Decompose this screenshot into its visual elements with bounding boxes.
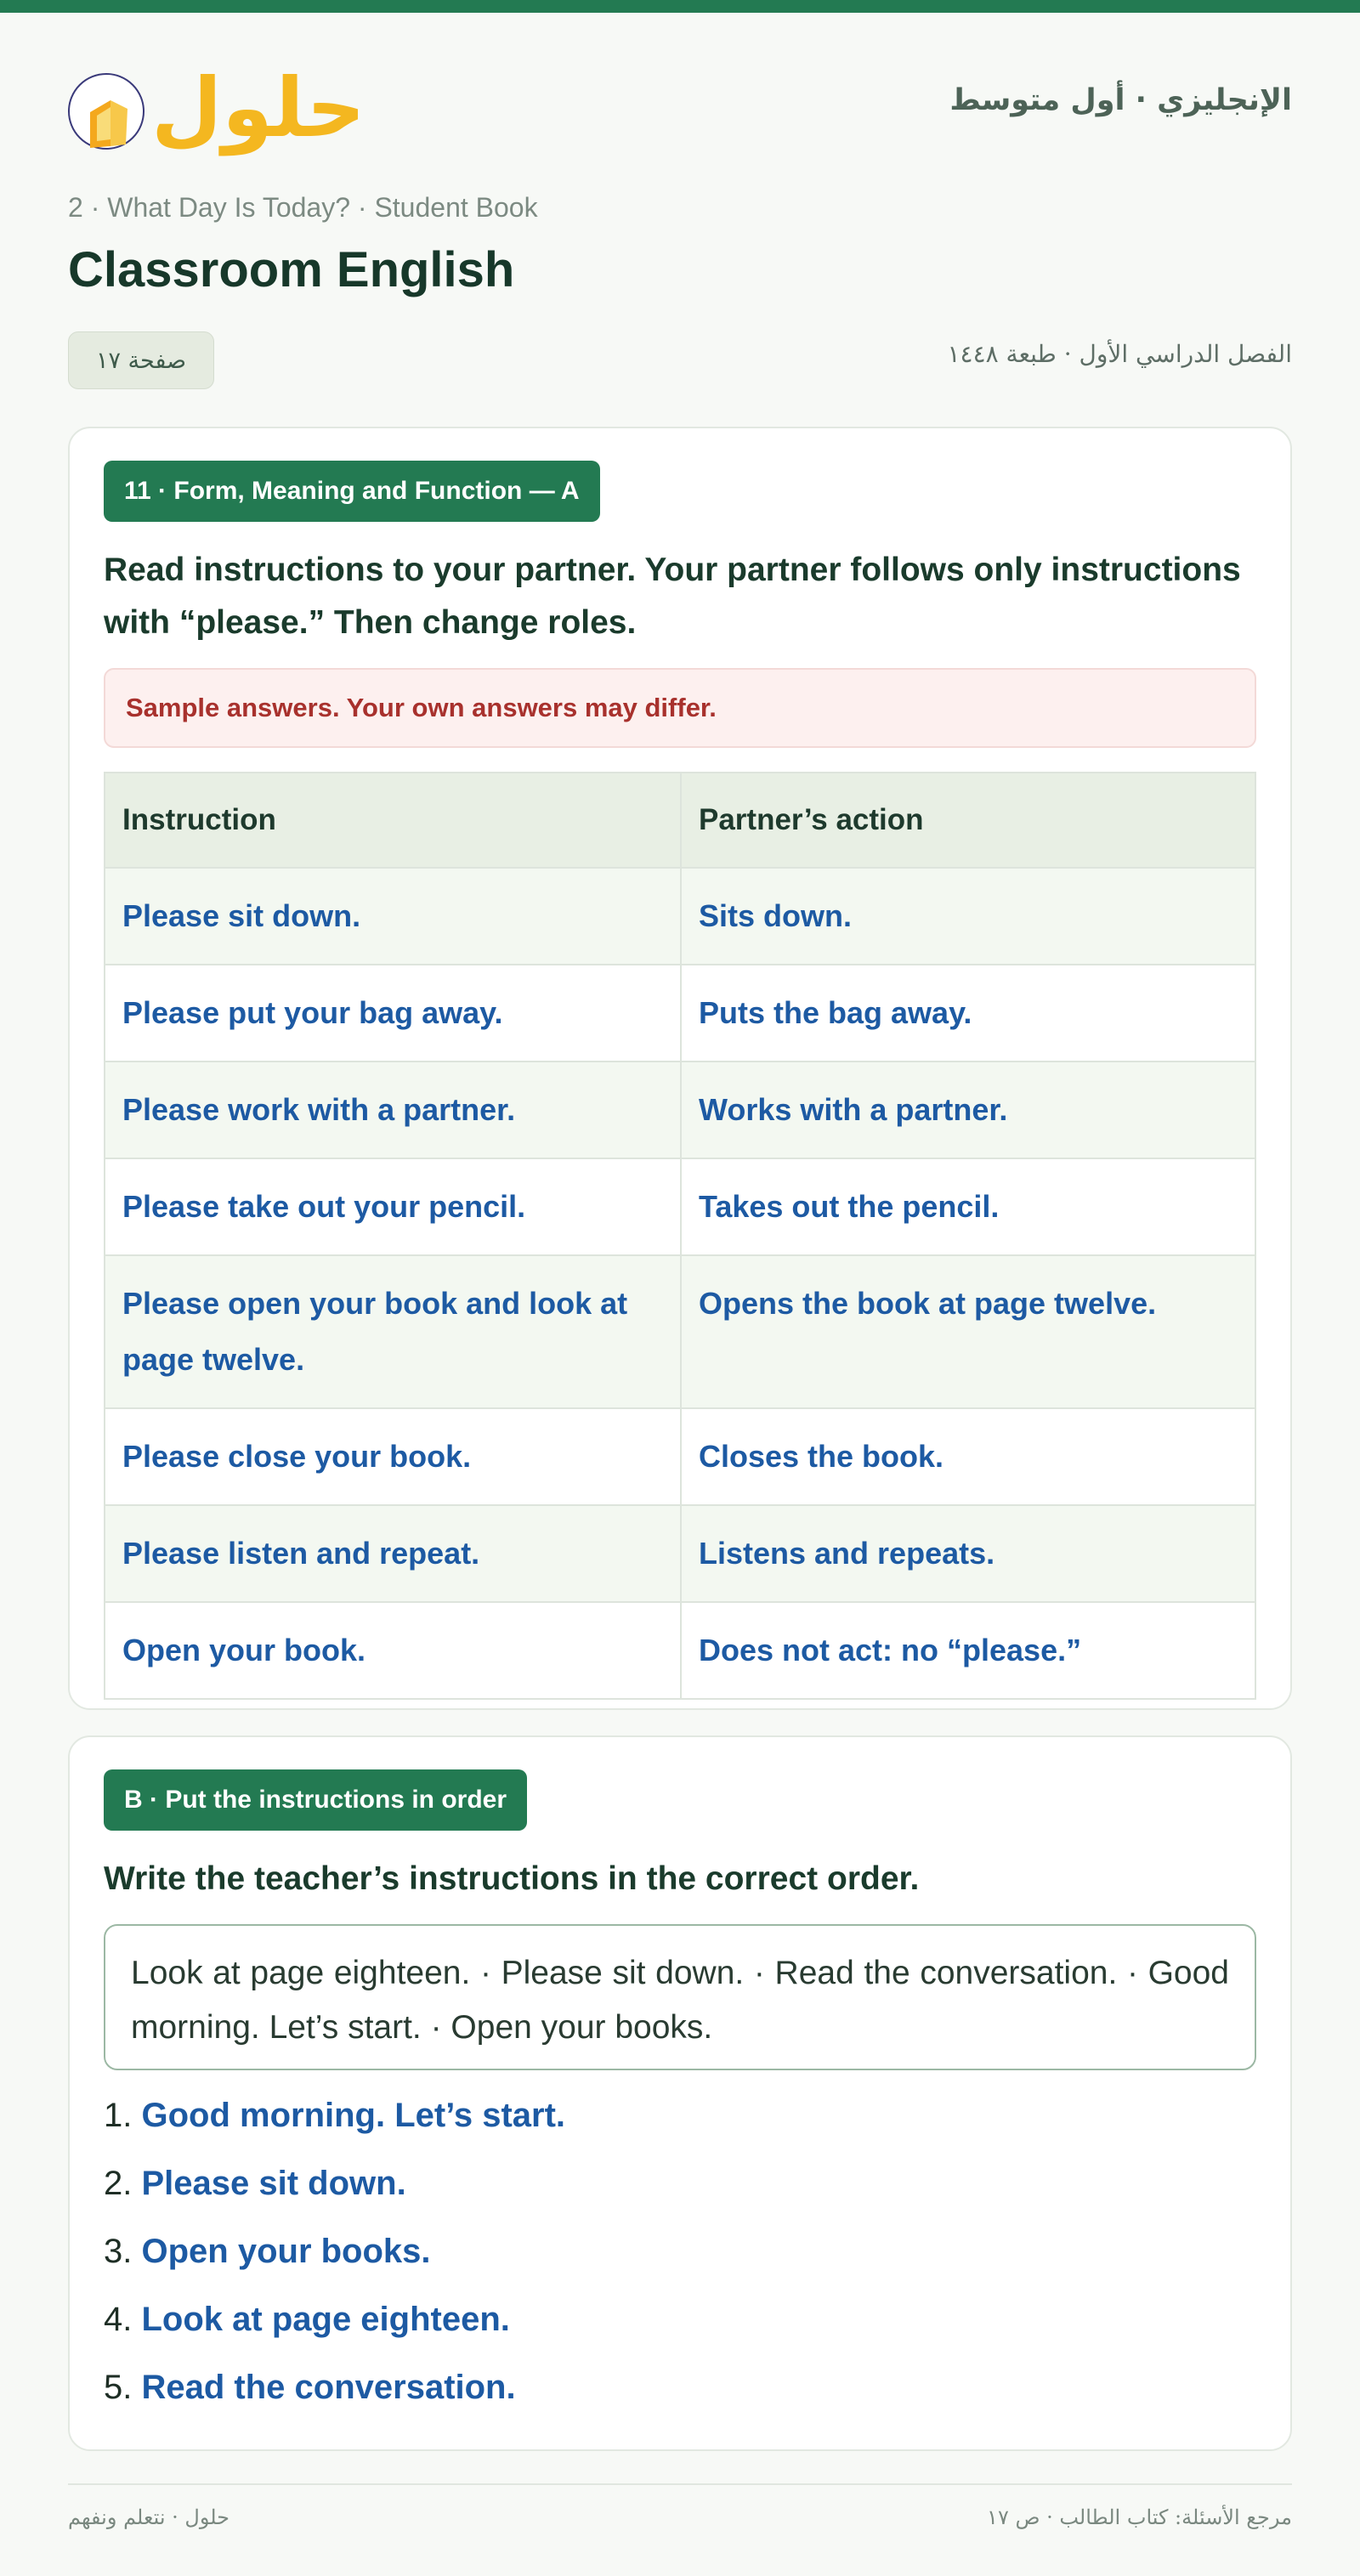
action-cell: Closes the book. [681,1408,1255,1505]
site-logo[interactable] [68,60,366,156]
page-number-badge: صفحة ١٧ [68,331,214,389]
table-row [105,1408,1255,1505]
action-cell: Opens the book at page twelve. [681,1255,1255,1408]
answer-list [104,2081,565,2421]
table-row [105,868,1255,965]
page-title: Classroom English [68,242,515,297]
answer-text: Good morning. Let’s start. [141,2097,566,2134]
section-a-card [68,427,1292,1710]
table-row [105,965,1255,1062]
answer-text: Read the conversation. [141,2369,516,2406]
list-item [104,2081,565,2149]
table-row [105,1062,1255,1158]
instruction-cell: Open your book. [105,1602,681,1699]
action-cell: Sits down. [681,868,1255,965]
instructions-table [104,772,1256,1700]
list-item [104,2285,565,2353]
answer-text: Please sit down. [141,2165,406,2202]
top-accent-bar [0,0,1360,13]
section-b-label: B · Put the instructions in order [104,1769,527,1831]
answer-text: Look at page eighteen. [141,2301,510,2338]
instruction-cell: Please listen and repeat. [105,1505,681,1602]
table-row [105,1505,1255,1602]
list-item [104,2353,565,2421]
action-cell: Listens and repeats. [681,1505,1255,1602]
list-item [104,2217,565,2285]
answer-text: Open your books. [141,2233,431,2270]
subject-label: الإنجليزي · أول متوسط [949,83,1292,117]
section-b-prompt: Write the teacher’s instructions in the correct order. [104,1860,920,1897]
table-row [105,1255,1255,1408]
breadcrumb: 2 · What Day Is Today? · Student Book [68,192,538,223]
list-item [104,2149,565,2217]
action-cell: Works with a partner. [681,1062,1255,1158]
instruction-cell: Please take out your pencil. [105,1158,681,1255]
section-a-label: 11 · Form, Meaning and Function — A [104,461,600,522]
instruction-cell: Please close your book. [105,1408,681,1505]
footer-tagline: حلول · نتعلم ونفهم [68,2505,230,2529]
instruction-cell: Please sit down. [105,868,681,965]
column-header-action: Partner’s action [681,773,1255,868]
book-logo-icon [68,73,144,150]
action-cell: Takes out the pencil. [681,1158,1255,1255]
item-number: 1. [104,2097,133,2134]
table-row [105,1158,1255,1255]
item-number: 4. [104,2301,133,2338]
action-cell: Does not act: no “please.” [681,1602,1255,1699]
footer-divider [68,2483,1292,2485]
section-b-card [68,1735,1292,2451]
table-row [105,1602,1255,1699]
semester-label: الفصل الدراسي الأول · طبعة ١٤٤٨ [947,340,1292,368]
instruction-cell: Please put your bag away. [105,965,681,1062]
instruction-cell: Please work with a partner. [105,1062,681,1158]
logo-wordmark: حلول [151,60,366,156]
column-header-instruction: Instruction [105,773,681,868]
item-number: 2. [104,2165,133,2202]
item-number: 5. [104,2369,133,2406]
word-bank: Look at page eighteen. · Please sit down. · Read the conversation. · Good morning. Let’s start. · Open your books. [104,1924,1256,2070]
item-number: 3. [104,2233,133,2270]
footer-reference: مرجع الأسئلة: كتاب الطالب · ص ١٧ [987,2505,1292,2529]
action-cell: Puts the bag away. [681,965,1255,1062]
table-header-row [105,773,1255,868]
sample-answers-note: Sample answers. Your own answers may differ. [104,668,1256,748]
section-a-prompt: Read instructions to your partner. Your partner follows only instructions with “please.” Then change roles. [104,552,1241,641]
instruction-cell: Please open your book and look at page twelve. [105,1255,681,1408]
